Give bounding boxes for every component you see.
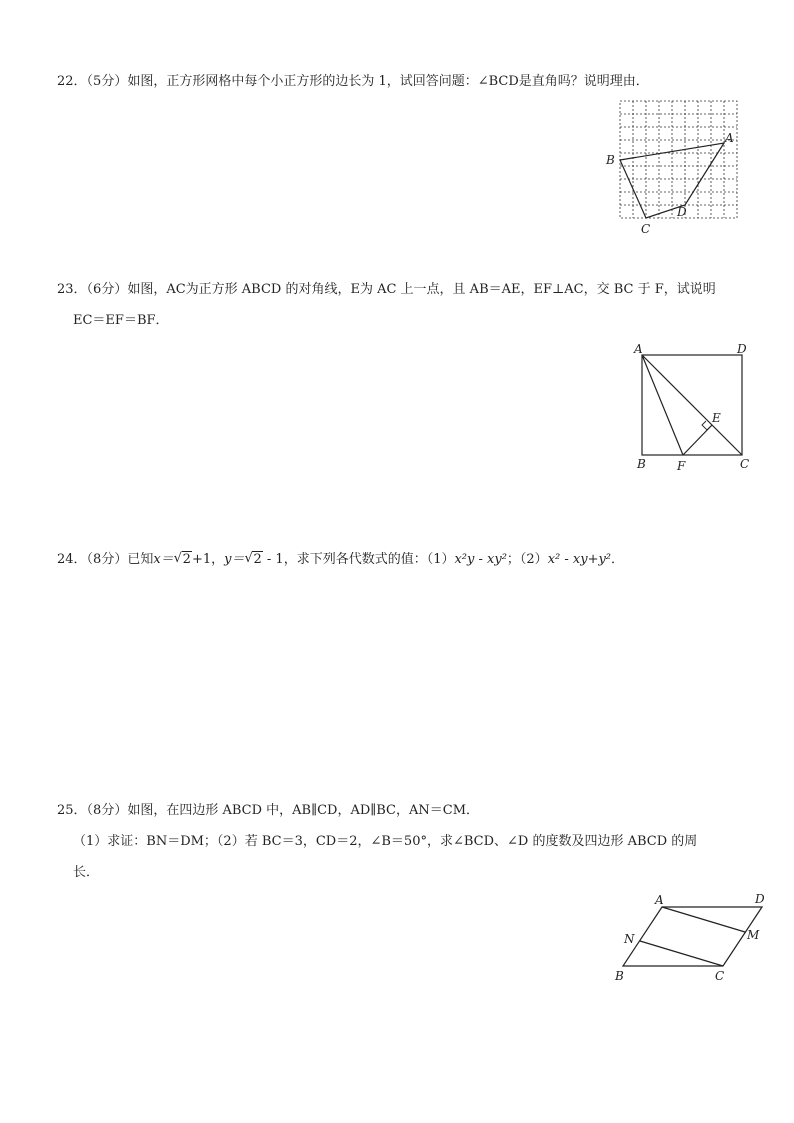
label-M: M (747, 928, 760, 942)
x-eq: x＝ (153, 552, 174, 567)
label-C: C (641, 222, 651, 236)
q25-line3: 长． (73, 865, 100, 880)
y-eq: y＝ (224, 552, 245, 567)
label-A: A (655, 893, 664, 907)
label-A: A (634, 342, 643, 356)
label-D: D (737, 342, 747, 356)
q25-parallelogram-figure (605, 890, 775, 990)
q23-square-figure (630, 340, 760, 475)
label-E: E (712, 411, 721, 425)
label-B: B (637, 457, 646, 471)
q25-line2: （1）求证：BN＝DM；（2）若 BC＝3，CD＝2，∠B＝50°，求∠BCD、∠D 的度数及四边形 ABCD 的周 (73, 834, 698, 849)
label-C: C (740, 457, 750, 471)
label-D: D (677, 205, 687, 219)
label-B: B (606, 153, 615, 167)
q24-text: 24．（8分）已知x＝√ 2+1，y＝√ 2 - 1，求下列各代数式的值：（1）x²y - xy²；（2）x² - xy+y²． (57, 551, 624, 569)
expression-2: x² - xy+y² (547, 552, 612, 567)
expression-1: x²y - xy² (454, 552, 507, 567)
segment-am (662, 907, 745, 932)
q23-line2: EC＝EF＝BF． (73, 313, 169, 328)
segment-nc (640, 941, 723, 966)
q22-grid-figure (600, 96, 750, 241)
q25-line1: 25．（8分）如图，在四边形 ABCD 中，AB∥CD，AD∥BC，AN＝CM． (57, 803, 480, 818)
label-F: F (677, 459, 686, 473)
sqrt-2: √ 2 (174, 551, 192, 569)
q23-line1: 23．（6分）如图，AC为正方形 ABCD 的对角线，E为 AC 上一点，且 AB＝AE，EF⊥AC，交 BC 于 F，试说明 (57, 282, 716, 297)
label-C: C (715, 969, 725, 983)
sqrt-2: √ 2 (244, 551, 262, 569)
q22-text: 22．（5分）如图，正方形网格中每个小正方形的边长为 1，试回答问题：∠BCD是直角吗？说明理由． (57, 74, 649, 89)
label-D: D (755, 892, 765, 906)
label-N: N (624, 932, 635, 946)
diagonal-ac (642, 355, 742, 455)
label-B: B (615, 969, 624, 983)
label-A: A (725, 131, 734, 145)
segment-ae-af (642, 355, 683, 455)
